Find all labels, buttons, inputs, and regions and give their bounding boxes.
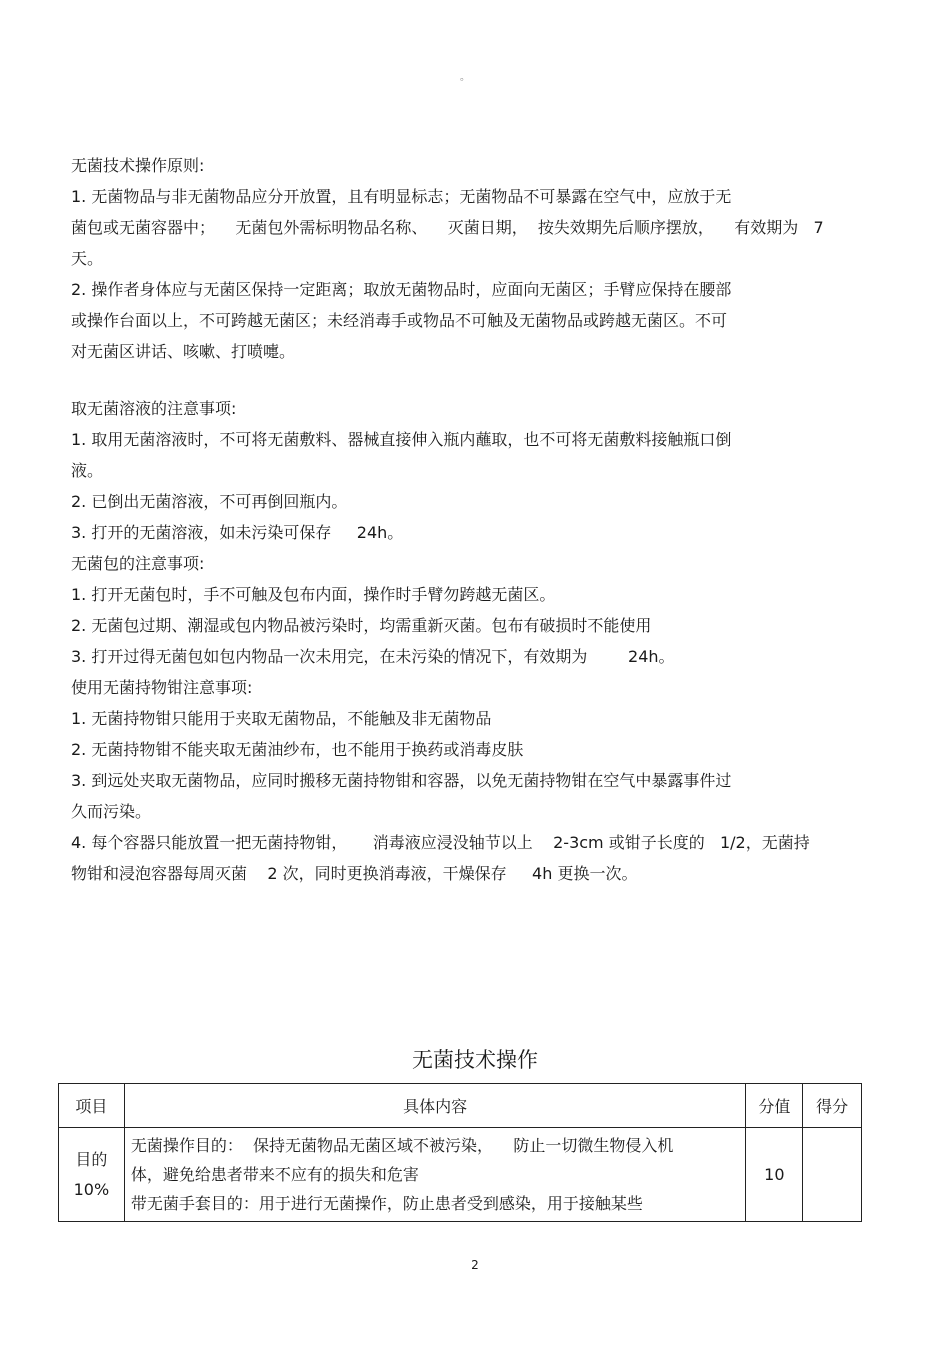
principles-line: 菌包或无菌容器中； 无菌包外需标明物品名称、 灭菌日期， 按失效期先后顺序摆放， 有效期为 7 <box>71 218 824 237</box>
forceps-heading: 使用无菌持物钳注意事项: <box>71 678 253 697</box>
forceps-line: 3. 到远处夹取无菌物品，应同时搬移无菌持物钳和容器，以免无菌持物钳在空气中暴露事件过 <box>71 771 732 790</box>
principles-line: 天。 <box>71 249 104 268</box>
body-text <box>71 150 871 889</box>
solution-line: 1. 取用无菌溶液时，不可将无菌敷料、器械直接伸入瓶内蘸取，也不可将无菌敷料接触瓶口倒 <box>71 430 732 449</box>
solution-line: 液。 <box>71 461 104 480</box>
forceps-line: 1. 无菌持物钳只能用于夹取无菌物品，不能触及非无菌物品 <box>71 709 492 728</box>
forceps-line: 2. 无菌持物钳不能夹取无菌油纱布，也不能用于换药或消毒皮肤 <box>71 740 524 759</box>
package-line: 1. 打开无菌包时，手不可触及包布内面，操作时手臂勿跨越无菌区。 <box>71 585 556 604</box>
forceps-line: 久而污染。 <box>71 802 152 821</box>
content-line: 带无菌手套目的：用于进行无菌操作，防止患者受到感染，用于接触某些 <box>130 1194 643 1213</box>
principles-line: 或操作台面以上，不可跨越无菌区；未经消毒手或物品不可触及无菌物品或跨越无菌区。不可 <box>71 311 728 330</box>
item-label: 目的 <box>75 1149 108 1169</box>
header-score: 分值 <box>746 1084 803 1128</box>
item-cell <box>59 1128 125 1222</box>
principles-line: 2. 操作者身体应与无菌区保持一定距离；取放无菌物品时，应面向无菌区；手臂应保持在腰部 <box>71 280 732 299</box>
got-cell <box>803 1128 862 1222</box>
forceps-line: 物钳和浸泡容器每周灭菌 2 次，同时更换消毒液，干燥保存 4h 更换一次。 <box>71 864 638 883</box>
principles-line: 1. 无菌物品与非无菌物品应分开放置，且有明显标志；无菌物品不可暴露在空气中，应放于无 <box>71 187 732 206</box>
forceps-line: 4. 每个容器只能放置一把无菌持物钳， 消毒液应浸没轴节以上 2-3cm 或钳子长度的 1/2，无菌持 <box>71 833 810 852</box>
score-cell: 10 <box>746 1128 803 1222</box>
content-line: 体，避免给患者带来不应有的损失和危害 <box>130 1165 419 1184</box>
package-line: 3. 打开过得无菌包如包内物品一次未用完，在未污染的情况下，有效期为 24h。 <box>71 647 675 666</box>
content-line: 无菌操作目的： 保持无菌物品无菌区域不被污染， 防止一切微生物侵入机 <box>130 1136 674 1155</box>
principles-heading: 无菌技术操作原则: <box>71 156 205 175</box>
package-line: 2. 无菌包过期、潮湿或包内物品被污染时，均需重新灭菌。包布有破损时不能使用 <box>71 616 652 635</box>
package-heading: 无菌包的注意事项: <box>71 554 205 573</box>
content-cell <box>124 1128 746 1222</box>
page-number: 2 <box>471 1258 479 1272</box>
item-percent: 10% <box>73 1179 110 1199</box>
solution-line: 3. 打开的无菌溶液，如未污染可保存 24h。 <box>71 523 404 542</box>
table-row <box>59 1128 862 1222</box>
header-got: 得分 <box>803 1084 862 1128</box>
table-header-row <box>59 1084 862 1128</box>
header-content: 具体内容 <box>124 1084 746 1128</box>
principles-line: 对无菌区讲话、咳嗽、打喷嚏。 <box>71 342 296 361</box>
solution-heading: 取无菌溶液的注意事项: <box>71 399 237 418</box>
scoring-table <box>58 1083 862 1222</box>
header-item: 项目 <box>59 1084 125 1128</box>
table-title: 无菌技术操作 <box>412 1048 538 1072</box>
solution-line: 2. 已倒出无菌溶液，不可再倒回瓶内。 <box>71 492 348 511</box>
top-mark: 。 <box>460 72 470 83</box>
